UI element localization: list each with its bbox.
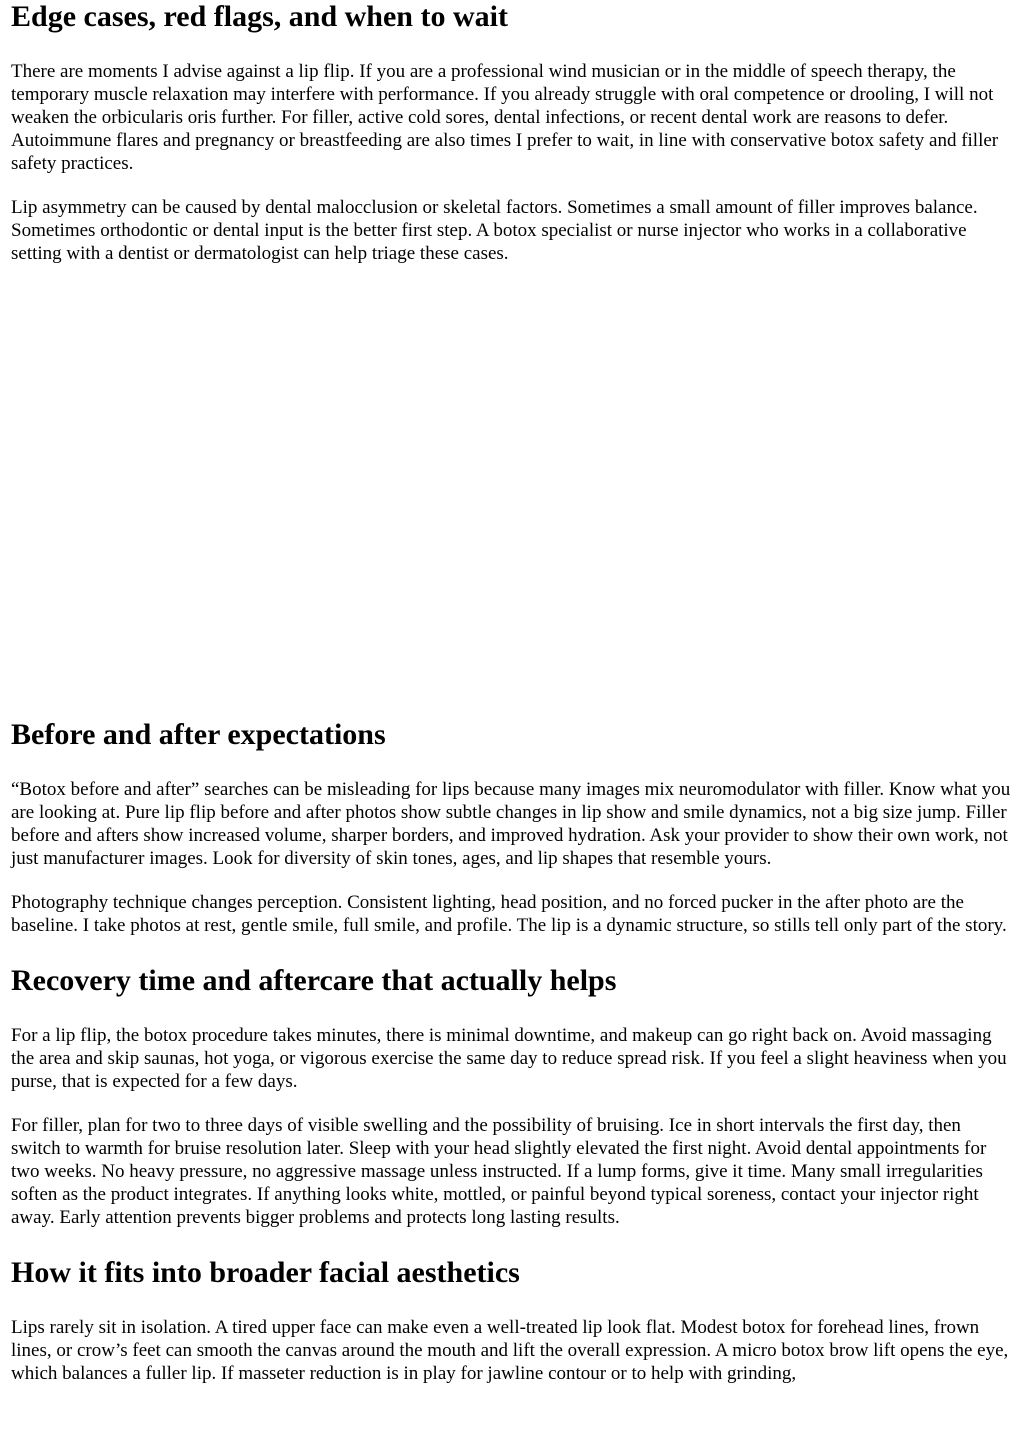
- paragraph: Lip asymmetry can be caused by dental malocclusion or skeletal factors. Sometimes a small amount of filler improves balance. Sometimes orthodontic or dental input is the better first step. A botox specialist or nurse injector who works in a collaborative setting with a dentist or dermatologist can help triage these cases.: [11, 197, 978, 264]
- empty-media-placeholder: [11, 286, 1014, 691]
- paragraph: Photography technique changes perception. Consistent lighting, head position, and no forced pucker in the after photo are the baseline. I take photos at rest, gentle smile, full smile, and profile. The lip is a dynamic structure, so stills tell only part of the story.: [11, 892, 1007, 936]
- section-heading-broader-aesthetics: How it fits into broader facial aesthetics: [11, 1256, 520, 1289]
- paragraph: Lips rarely sit in isolation. A tired upper face can make even a well-treated lip look flat. Modest botox for forehead lines, frown lines, or crow’s feet can smooth the canvas around the mouth and lift the overall expression. A micro botox brow lift opens the eye, which balances a fuller lip. If masseter reduction is in play for jawline contour or to help with grinding,: [11, 1317, 1009, 1384]
- section-heading-edge-cases: Edge cases, red flags, and when to wait: [11, 0, 508, 33]
- paragraph: For a lip flip, the botox procedure takes minutes, there is minimal downtime, and makeup can go right back on. Avoid massaging the area and skip saunas, hot yoga, or vigorous exercise the same day to reduce spread risk. If you feel a slight heaviness when you purse, that is expected for a few days.: [11, 1025, 1007, 1092]
- paragraph: There are moments I advise against a lip flip. If you are a professional wind musician or in the middle of speech therapy, the temporary muscle relaxation may interfere with performance. If you already struggle with oral competence or drooling, I will not weaken the orbicularis oris further. For filler, active cold sores, dental infections, or recent dental work are reasons to defer. Autoimmune flares and pregnancy or breastfeeding are also times I prefer to wait, in line with conservative botox safety and filler safety practices.: [11, 61, 999, 174]
- paragraph: For filler, plan for two to three days of visible swelling and the possibility of bruising. Ice in short intervals the first day, then switch to warmth for bruise resolution later. Sleep with your head slightly elevated the first night. Avoid dental appointments for two weeks. No heavy pressure, no aggressive massage unless instructed. If a lump forms, give it time. Many small irregularities soften as the product integrates. If anything looks white, mottled, or painful beyond typical soreness, contact your injector right away. Early attention prevents bigger problems and protects long lasting results.: [11, 1115, 987, 1228]
- section-heading-before-after: Before and after expectations: [11, 718, 386, 751]
- paragraph: “Botox before and after” searches can be misleading for lips because many images mix neuromodulator with filler. Know what you are looking at. Pure lip flip before and after photos show subtle changes in lip show and smile dynamics, not a big size jump. Filler before and afters show increased volume, sharper borders, and improved hydration. Ask your provider to show their own work, not just manufacturer images. Look for diversity of skin tones, ages, and lip shapes that resemble yours.: [11, 779, 1011, 869]
- section-heading-recovery: Recovery time and aftercare that actually helps: [11, 964, 617, 997]
